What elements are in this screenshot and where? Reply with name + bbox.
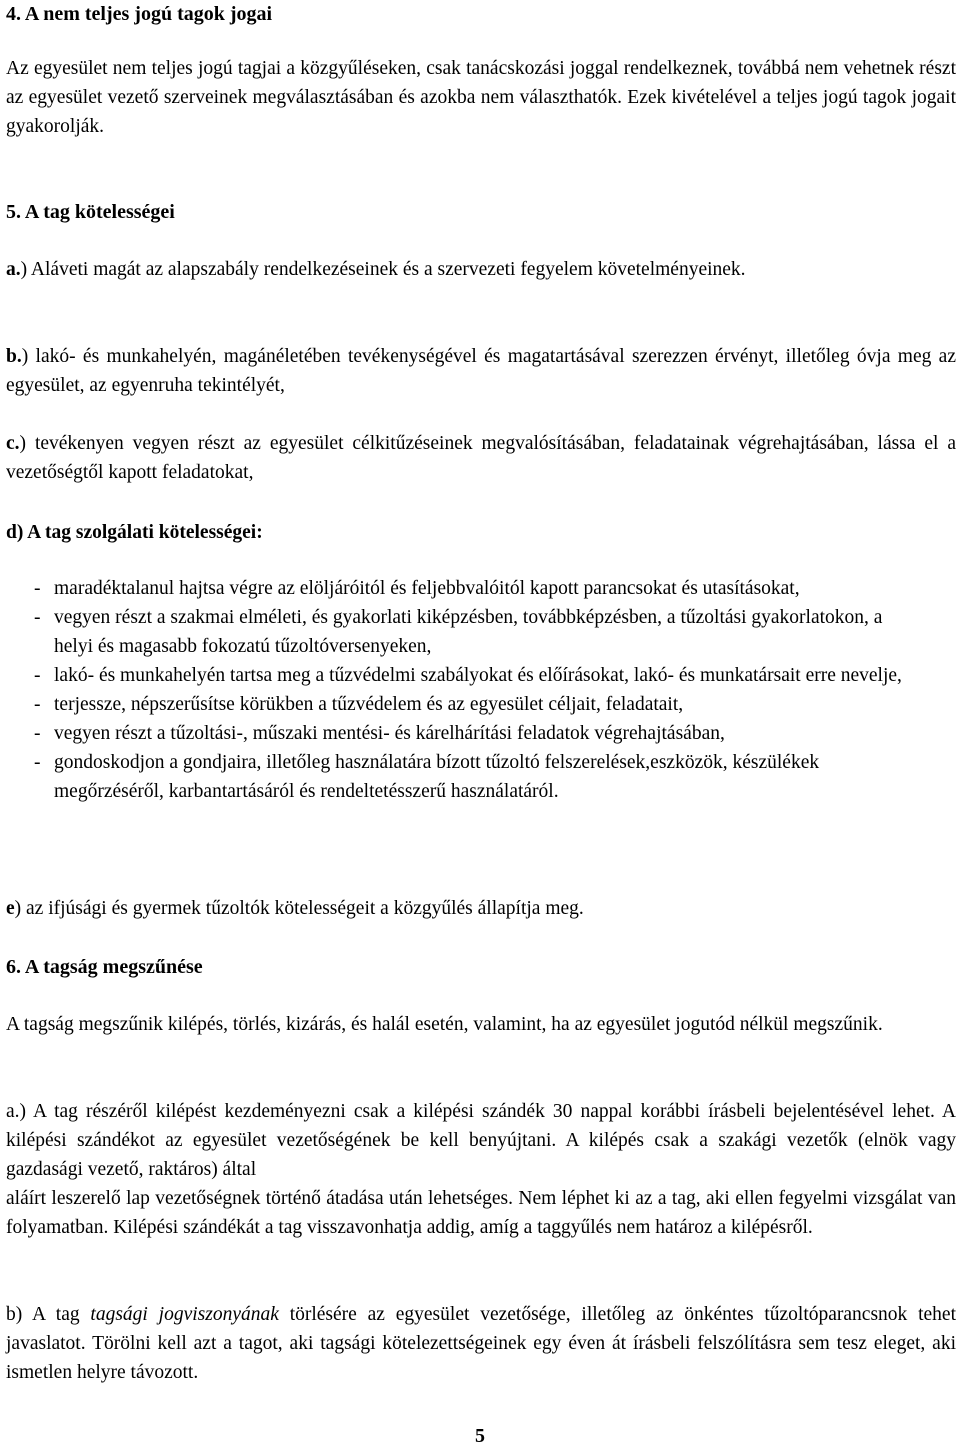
duty-a-paragraph bbox=[6, 255, 956, 284]
deletion-b-post: törlésére az egyesület vezetősége, illetőleg az önkéntes tűzoltóparancsnok tehet javaslatot. Törölni kell azt a tagot, aki tagsági kötelezettségeinek egy éven át írásbeli felszólításra sem tesz eleget, aki ismetlen helyre távozott. bbox=[6, 1304, 957, 1383]
duty-text: maradéktalanul hajtsa végre az elöljáróitól és feljebbvalóitól kapott parancsokat és utasításokat, bbox=[54, 578, 800, 599]
duty-b-paragraph bbox=[6, 342, 956, 400]
list-dash: - bbox=[34, 607, 41, 628]
duty-b-marker: b. bbox=[6, 346, 22, 367]
list-dash: - bbox=[34, 694, 41, 715]
section-6-heading: 6. A tagság megszűnése bbox=[6, 956, 203, 978]
duty-text: gondoskodjon a gondjaira, illetőleg használatára bízott tűzoltó felszerelések,eszközök, készülékek megőrzéséről, karbantartásáról és rendeltetésszerű használatáról. bbox=[54, 752, 820, 802]
duty-e-marker: e bbox=[6, 898, 15, 919]
duty-c-marker: c. bbox=[6, 433, 20, 454]
service-duties-list bbox=[6, 574, 914, 806]
service-duties-heading: d) A tag szolgálati kötelességei: bbox=[6, 522, 263, 543]
duty-text: vegyen részt a tűzoltási-, műszaki mentési- és kárelhárítási feladatok végrehajtásában, bbox=[54, 723, 725, 744]
duty-text: lakó- és munkahelyén tartsa meg a tűzvédelmi szabályokat és előírásokat, lakó- és munkatársait erre nevelje, bbox=[54, 665, 902, 686]
deletion-b-italic: tagsági jogviszonyának bbox=[90, 1304, 279, 1325]
duty-b-text: ) lakó- és munkahelyén, magánéletében tevékenységével és magatartásával szerezzen érvényt, illetőleg óvja meg az egyesület, az egyenruha tekintélyét, bbox=[6, 346, 956, 396]
list-dash: - bbox=[34, 578, 41, 599]
section-4-heading: 4. A nem teljes jogú tagok jogai bbox=[6, 3, 273, 25]
duty-a-marker: a. bbox=[6, 259, 21, 280]
duty-text: terjessze, népszerűsítse körükben a tűzvédelem és az egyesület céljait, feladatait, bbox=[54, 694, 684, 715]
list-item bbox=[34, 690, 914, 719]
resignation-paragraph-a1: a.) A tag részéről kilépést kezdeményezni csak a kilépési szándék 30 nappal korábbi írásbeli bejelentésével lehet. A kilépési szándékot az egyesület vezetőségének be kell benyújtani. A kilépés csak a szakági vezetők (elnök vagy gazdasági vezető, raktáros) által bbox=[6, 1101, 956, 1180]
duty-c-text: ) tevékenyen vegyen részt az egyesület célkitűzéseinek megvalósításában, feladatainak végrehajtásában, lássa el a vezetőségtől kapott feladatokat, bbox=[6, 433, 956, 483]
list-item bbox=[34, 574, 914, 603]
list-item bbox=[34, 603, 914, 661]
list-item bbox=[34, 748, 914, 806]
duty-e-paragraph bbox=[6, 894, 956, 923]
duty-text: vegyen részt a szakmai elméleti, és gyakorlati kiképzésben, továbbképzésben, a tűzoltási gyakorlatokon, a helyi és magasabb fokozatú tűzoltóversenyeken, bbox=[54, 607, 883, 657]
list-dash: - bbox=[34, 752, 41, 773]
list-item bbox=[34, 661, 914, 690]
list-dash: - bbox=[34, 665, 41, 686]
resignation-paragraph-a2: aláírt leszerelő lap vezetőségnek történő átadása után lehetséges. Nem léphet ki az a tag, aki ellen fegyelmi vizsgálat van folyamatban. Kilépési szándékát a tag visszavonhatja addig, amíg a taggyűlés nem határoz a kilépésről. bbox=[6, 1188, 956, 1238]
section-5-heading: 5. A tag kötelességei bbox=[6, 201, 175, 223]
list-item bbox=[34, 719, 914, 748]
page-number: 5 bbox=[475, 1425, 485, 1447]
section-4-text: Az egyesület nem teljes jogú tagjai a közgyűléseken, csak tanácskozási joggal rendelkeznek, továbbá nem vehetnek részt az egyesület vezető szerveinek megválasztásában és azokba nem választhatók. Ezek kivételével a teljes jogú tagok jogait gyakorolják. bbox=[6, 58, 956, 137]
deletion-b-pre: b) A tag bbox=[6, 1304, 91, 1325]
duty-a-text: ) Aláveti magát az alapszabály rendelkezéseinek és a szervezeti fegyelem követelményeinek. bbox=[20, 259, 746, 280]
list-dash: - bbox=[34, 723, 41, 744]
duty-e-text: ) az ifjúsági és gyermek tűzoltók kötelességeit a közgyűlés állapítja meg. bbox=[14, 898, 584, 919]
deletion-paragraph-b bbox=[6, 1300, 956, 1387]
duty-c-paragraph bbox=[6, 429, 956, 487]
section-6-intro: A tagság megszűnik kilépés, törlés, kizárás, és halál esetén, valamint, ha az egyesület jogutód nélkül megszűnik. bbox=[6, 1014, 883, 1035]
